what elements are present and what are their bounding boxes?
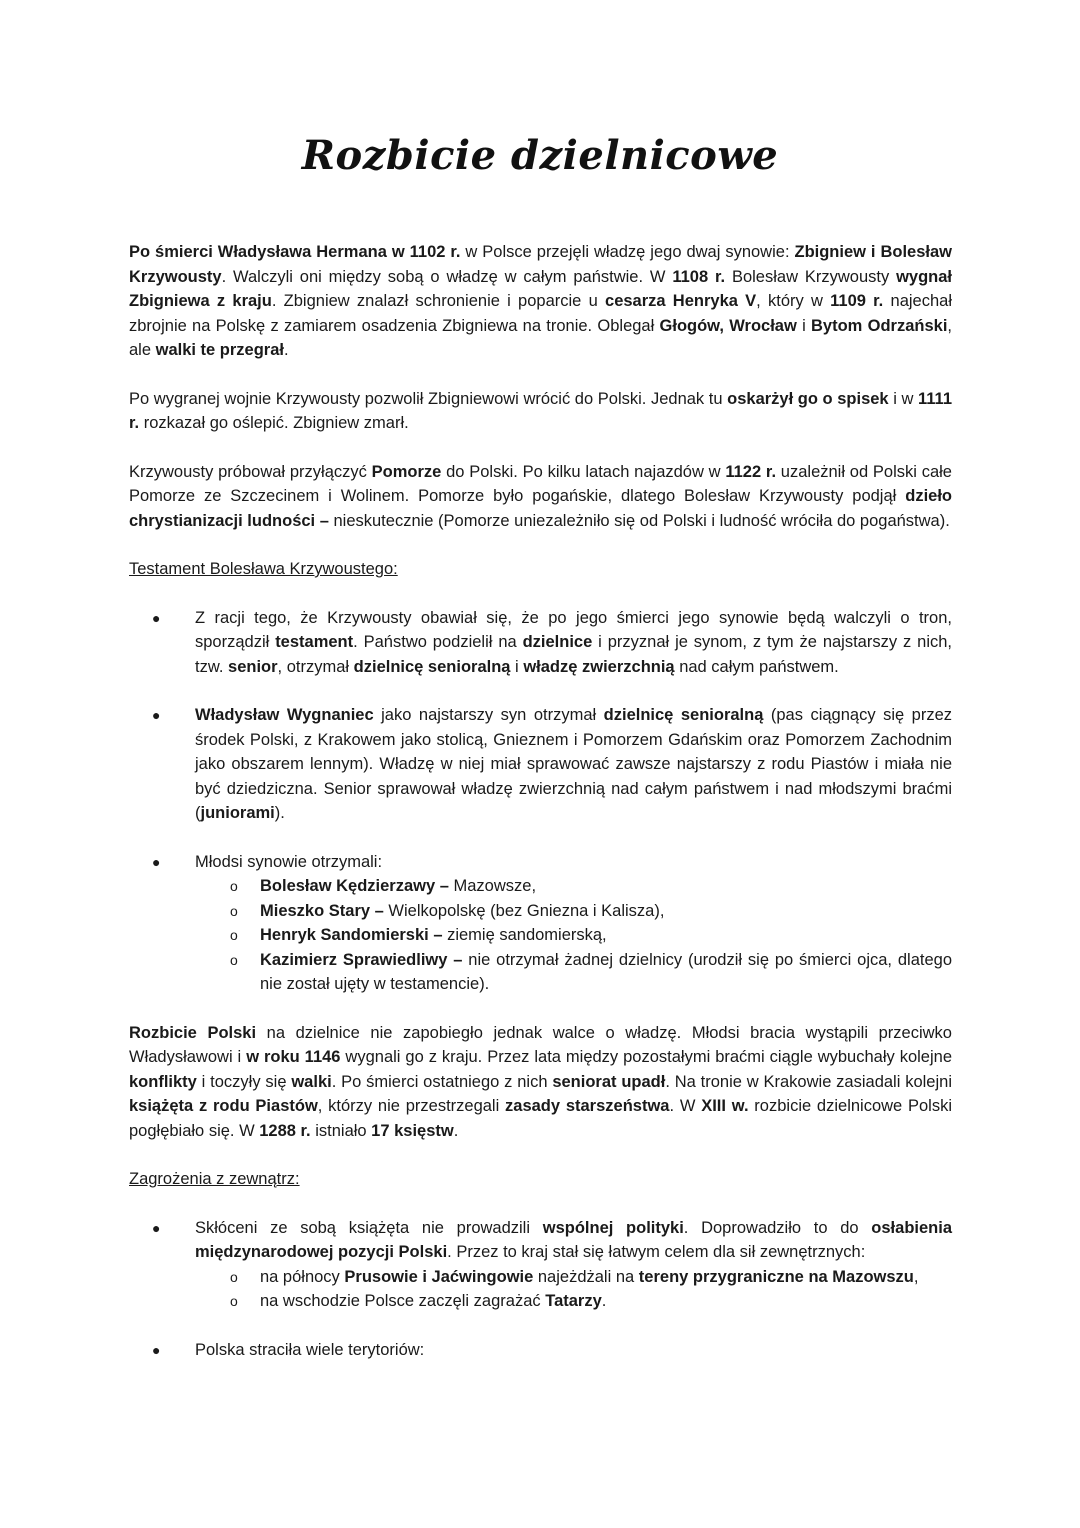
sub-list-item	[195, 874, 952, 899]
section-heading-threats: Zagrożenia z zewnątrz:	[129, 1170, 300, 1188]
bullet-icon: ●	[152, 609, 161, 626]
list-item	[129, 1216, 952, 1314]
sub-list-item-text: na północy Prusowie i Jaćwingowie najeżdżali na tereny przygraniczne na Mazowszu,	[260, 1267, 919, 1286]
paragraph-1: Po śmierci Władysława Hermana w 1102 r. w Polsce przejęli władzę jego dwaj synowie: Zbigniew i Bolesław Krzywousty. Walczyli oni między sobą o władzę w całym państwie. W 1108 r. Bolesław Krzywousty wygnał Zbigniewa z kraju. Zbigniew znalazł schronienie i poparcie u cesarza Henryka V, który w 1109 r. najechał zbrojnie na Polskę z zamiarem osadzenia Zbigniewa na tronie. Oblegał Głogów, Wrocław i Bytom Odrzański, ale walki te przegrał.	[129, 243, 952, 359]
sub-list-item-text: Bolesław Kędzierzawy – Mazowsze,	[260, 877, 537, 895]
list-item	[129, 1338, 952, 1363]
bullet-icon: ●	[152, 1341, 161, 1358]
list-item-text: Władysław Wygnaniec jako najstarszy syn otrzymał dzielnicę senioralną (pas ciągnący się przez środek Polski, z Krakowem jako stolicą, Gnieznem i Pomorzem Gdańskim oraz Pomorzem Zachodnim jako obszarem lennym). Władzę w niej miał sprawować zawsze najstarszy z rodu Piastów i miała nie być dziedziczna. Senior sprawował władzę zwierzchnią nad całym państwem i nad młodszymi braćmi (juniorami).	[195, 706, 953, 822]
list-item	[129, 850, 952, 997]
sub-bullet-icon: o	[230, 878, 238, 894]
list-item	[129, 606, 952, 680]
sub-bullet-icon: o	[230, 902, 238, 919]
bullet-icon: ●	[152, 707, 161, 723]
paragraph-2: Po wygranej wojnie Krzywousty pozwolił Zbigniewowi wrócić do Polski. Jednak tu oskarżył go o spisek i w 1111 r. rozkazał go oślepić. Zbigniew zmarł.	[129, 389, 952, 432]
testament-list	[129, 606, 952, 997]
sub-list-item-text: Kazimierz Sprawiedliwy – nie otrzymał żadnej dzielnicy (urodził się po śmierci ojca, dlatego nie został ujęty w testamencie).	[260, 950, 952, 993]
sons-list	[195, 874, 952, 997]
sub-list-item	[195, 923, 952, 948]
bullet-icon: ●	[152, 1219, 161, 1236]
threats-list	[129, 1216, 952, 1363]
sub-bullet-icon: o	[230, 1268, 238, 1285]
sub-list-item	[195, 1265, 952, 1290]
sub-list-item	[195, 1289, 952, 1314]
paragraph-3: Krzywousty próbował przyłączyć Pomorze do Polski. Po kilku latach najazdów w 1122 r. uzależnił od Polski całe Pomorze ze Szczecinem i Wolinem. Pomorze było pogańskie, dlatego Bolesław Krzywousty podjął dzieło chrystianizacji ludności – nieskutecznie (Pomorze uniezależniło się od Polski i ludność wróciła do pogaństwa).	[129, 462, 952, 530]
section-heading-testament: Testament Bolesława Krzywoustego:	[129, 560, 398, 578]
document-body	[129, 240, 952, 1362]
sub-list-item-text: na wschodzie Polsce zaczęli zagrażać Tatarzy.	[260, 1292, 607, 1310]
sub-list-item	[195, 899, 952, 924]
paragraph-4: Rozbicie Polski na dzielnice nie zapobiegło jednak walce o władzę. Młodsi bracia wystąpili przeciwko Władysławowi i w roku 1146 wygnali go z kraju. Przez lata między pozostałymi braćmi ciągle wybuchały kolejne konflikty i toczyły się walki. Po śmierci ostatniego z nich seniorat upadł. Na tronie w Krakowie zasiadali kolejni książęta z rodu Piastów, którzy nie przestrzegali zasady starszeństwa. W XIII w. rozbicie dzielnicowe Polski pogłębiało się. W 1288 r. istniało 17 księstw.	[129, 1023, 953, 1140]
page-title: Rozbicie dzielnicowe	[301, 132, 779, 179]
sub-bullet-icon: o	[230, 951, 238, 968]
sub-bullet-icon: o	[230, 927, 238, 943]
sub-list-item-text: Henryk Sandomierski – ziemię sandomierską,	[260, 926, 607, 944]
bullet-icon: ●	[152, 853, 161, 870]
sub-bullet-icon: o	[230, 1293, 238, 1309]
list-item-text: Z racji tego, że Krzywousty obawiał się, że po jego śmierci jego synowie będą walczyli o tron, sporządził testament. Państwo podzielił na dzielnice i przyznał je synom, z tym że najstarszy z nich, tzw. senior, otrzymał dzielnicę senioralną i władzę zwierzchnią nad całym państwem.	[195, 608, 953, 676]
sub-list-item	[195, 948, 952, 997]
sub-list-item-text: Mieszko Stary – Wielkopolskę (bez Gniezna i Kalisza),	[260, 901, 665, 920]
list-item-text: Młodsi synowie otrzymali:	[195, 852, 383, 871]
list-item-text: Skłóceni ze sobą książęta nie prowadzili wspólnej polityki. Doprowadziło to do osłabienia międzynarodowej pozycji Polski. Przez to kraj stał się łatwym celem dla sił zewnętrznych:	[195, 1218, 952, 1261]
list-item-text: Polska straciła wiele terytoriów:	[195, 1340, 425, 1359]
list-item	[129, 703, 952, 826]
threats-sub-list	[195, 1265, 952, 1314]
